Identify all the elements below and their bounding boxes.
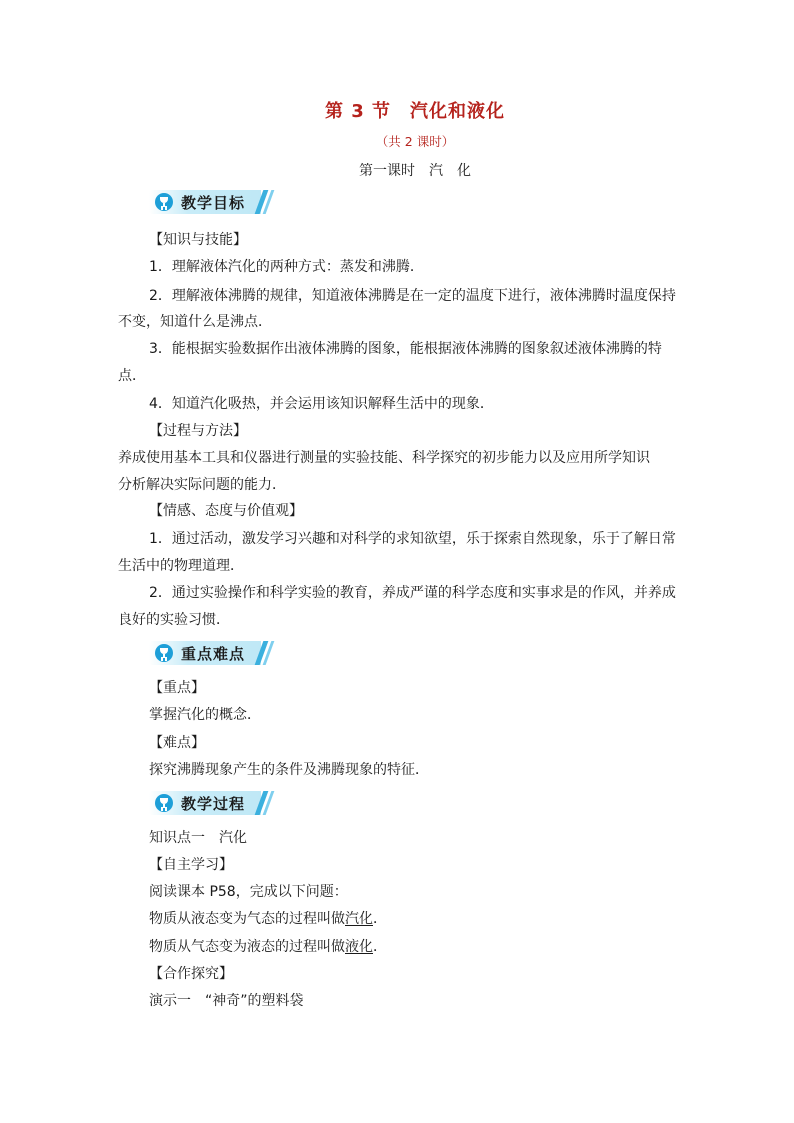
self-study-heading: 【自主学习】 <box>149 857 233 873</box>
emotion-heading: 【情感、态度与价值观】 <box>149 503 303 519</box>
goals-banner-label: 教学目标 <box>181 194 246 212</box>
knowledge-point-1: 知识点一 汽化 <box>149 830 247 846</box>
focus-text: 掌握汽化的概念． <box>149 707 261 723</box>
answer-blank-1: 汽化 <box>345 911 373 927</box>
focus-heading: 【重点】 <box>149 680 205 696</box>
goal-k3-line1: 3．能根据实验数据作出液体沸腾的图象，能根据液体沸腾的图象叙述液体沸腾的特 <box>149 341 662 357</box>
process-banner-label: 教学过程 <box>181 795 246 813</box>
knowledge-heading: 【知识与技能】 <box>149 232 247 248</box>
goal-k1: 1．理解液体汽化的两种方式：蒸发和沸腾． <box>149 259 424 275</box>
method-heading: 【过程与方法】 <box>149 423 247 439</box>
lesson-count: （共 2 课时） <box>375 134 455 149</box>
question-2: 物质从气态变为液态的过程叫做液化． <box>149 939 387 955</box>
trophy-icon <box>155 794 173 812</box>
goal-k3-line2: 点． <box>118 368 146 384</box>
emotion-e1-line2: 生活中的物理道理． <box>118 558 244 574</box>
trophy-icon <box>155 193 173 211</box>
answer-blank-2: 液化 <box>345 939 373 955</box>
emotion-e1-line1: 1．通过活动，激发学习兴趣和对科学的求知欲望，乐于探索自然现象，乐于了解日常 <box>149 531 676 547</box>
goal-k2-line2: 不变，知道什么是沸点． <box>118 314 272 330</box>
goal-k2-line1: 2．理解液体沸腾的规律，知道液体沸腾是在一定的温度下进行，液体沸腾时温度保持 <box>149 288 676 304</box>
method-line1: 养成使用基本工具和仪器进行测量的实验技能、科学探究的初步能力以及应用所学知识 <box>118 450 650 466</box>
cooperation-heading: 【合作探究】 <box>149 966 233 982</box>
key-points-banner <box>149 641 271 665</box>
trophy-icon <box>155 644 173 662</box>
difficulty-heading: 【难点】 <box>149 735 205 751</box>
process-banner <box>149 791 271 815</box>
question-1: 物质从液态变为气态的过程叫做汽化． <box>149 911 387 927</box>
reading-instruction: 阅读课本 P58，完成以下问题： <box>149 884 348 900</box>
lesson-title: 第一课时 汽 化 <box>359 163 471 179</box>
section-title: 第 3 节 汽化和液化 <box>324 101 506 122</box>
difficulty-text: 探究沸腾现象产生的条件及沸腾现象的特征． <box>149 762 429 778</box>
emotion-e2-line1: 2．通过实验操作和科学实验的教育，养成严谨的科学态度和实事求是的作风，并养成 <box>149 585 676 601</box>
goal-k4: 4．知道汽化吸热，并会运用该知识解释生活中的现象． <box>149 396 494 412</box>
emotion-e2-line2: 良好的实验习惯． <box>118 612 230 628</box>
method-line2: 分析解决实际问题的能力． <box>118 477 286 493</box>
goals-banner <box>149 190 271 214</box>
key-points-banner-label: 重点难点 <box>181 645 246 663</box>
demo-1: 演示一 “神奇”的塑料袋 <box>149 993 304 1009</box>
